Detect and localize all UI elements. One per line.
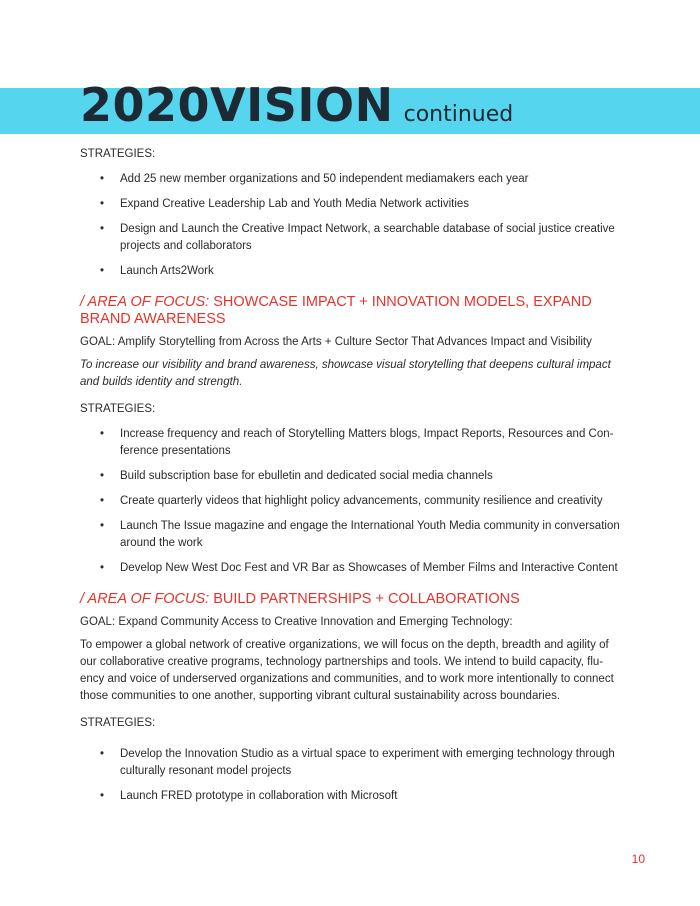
bullet-icon: • [100, 223, 105, 235]
list-item [80, 788, 620, 805]
goal-text: GOAL: Amplify Storytelling from Across the Arts + Culture Sector That Advances Impact and Visibility [80, 336, 592, 348]
bullet-icon: • [100, 495, 105, 507]
strategies-list [80, 746, 620, 805]
list-item [80, 221, 620, 255]
list-item-text: Expand Creative Leadership Lab and Youth Media Network activities [120, 198, 470, 210]
strategies-label: STRATEGIES: [80, 717, 156, 729]
focus-title: SHOWCASE IMPACT + INNOVATION MODELS, EXPAND BRAND AWARENESS [80, 294, 592, 327]
bullet-icon: • [100, 520, 105, 532]
list-item-text: Build subscription base for ebulletin and dedicated social media channels [120, 470, 493, 482]
list-item-text: Develop New West Doc Fest and VR Bar as Showcases of Member Films and Interactive Content [120, 562, 618, 574]
bullet-icon: • [100, 748, 105, 760]
list-item [80, 493, 620, 510]
list-item [80, 518, 620, 552]
strategies-label: STRATEGIES: [80, 403, 156, 415]
list-item-text: Create quarterly videos that highlight policy advancements, community resilience and creativity [120, 495, 603, 507]
list-item [80, 468, 620, 485]
strategies-label: STRATEGIES: [80, 148, 156, 160]
title-main: 2020VISION [80, 78, 394, 132]
focus-heading [80, 294, 620, 328]
list-item-text: Add 25 new member organizations and 50 independent mediamakers each year [120, 173, 529, 185]
bullet-icon: • [100, 470, 105, 482]
list-item-text: Develop the Innovation Studio as a virtual space to experiment with emerging technology through culturally resonant model projects [120, 748, 615, 777]
title-subtitle: continued [403, 102, 514, 127]
focus-title: BUILD PARTNERSHIPS + COLLABORATIONS [209, 591, 520, 607]
page-title [80, 78, 513, 132]
page-content [80, 146, 620, 813]
list-item [80, 560, 620, 577]
page-number: 10 [631, 852, 645, 866]
list-item-text: Increase frequency and reach of Storytelling Matters blogs, Impact Reports, Resources and Con-ference presentations [120, 428, 614, 457]
bullet-icon: • [100, 173, 105, 185]
bullet-icon: • [100, 428, 105, 440]
focus-prefix: / AREA OF FOCUS: [80, 591, 210, 607]
focus-description: To empower a global network of creative organizations, we will focus on the depth, breadth and agility of our collaborative creative programs, technology partnerships and tools. We intend to build capacity, flu-ency and voice of underserved organizations and communities, and to work more intentionally to connect those communities to one another, supporting vibrant cultural sustainability across boundaries. [80, 639, 614, 702]
bullet-icon: • [100, 265, 105, 277]
goal-text: GOAL: Expand Community Access to Creative Innovation and Emerging Technology: [80, 616, 513, 628]
list-item [80, 426, 620, 460]
bullet-icon: • [100, 790, 105, 802]
list-item-text: Design and Launch the Creative Impact Network, a searchable database of social justice creative projects and collaborators [120, 223, 615, 252]
strategies-list [80, 426, 620, 577]
list-item-text: Launch Arts2Work [120, 265, 214, 277]
focus-description: To increase our visibility and brand awareness, showcase visual storytelling that deepens cultural impact and builds identity and strength. [80, 359, 611, 388]
bullet-icon: • [100, 198, 105, 210]
list-item-text: Launch The Issue magazine and engage the International Youth Media community in conversation around the work [120, 520, 620, 549]
focus-heading [80, 591, 620, 608]
list-item-text: Launch FRED prototype in collaboration with Microsoft [120, 790, 398, 802]
list-item [80, 746, 620, 780]
list-item [80, 263, 620, 280]
bullet-icon: • [100, 562, 105, 574]
strategies-list [80, 171, 620, 280]
list-item [80, 196, 620, 213]
list-item [80, 171, 620, 188]
focus-prefix: / AREA OF FOCUS: [80, 294, 210, 310]
